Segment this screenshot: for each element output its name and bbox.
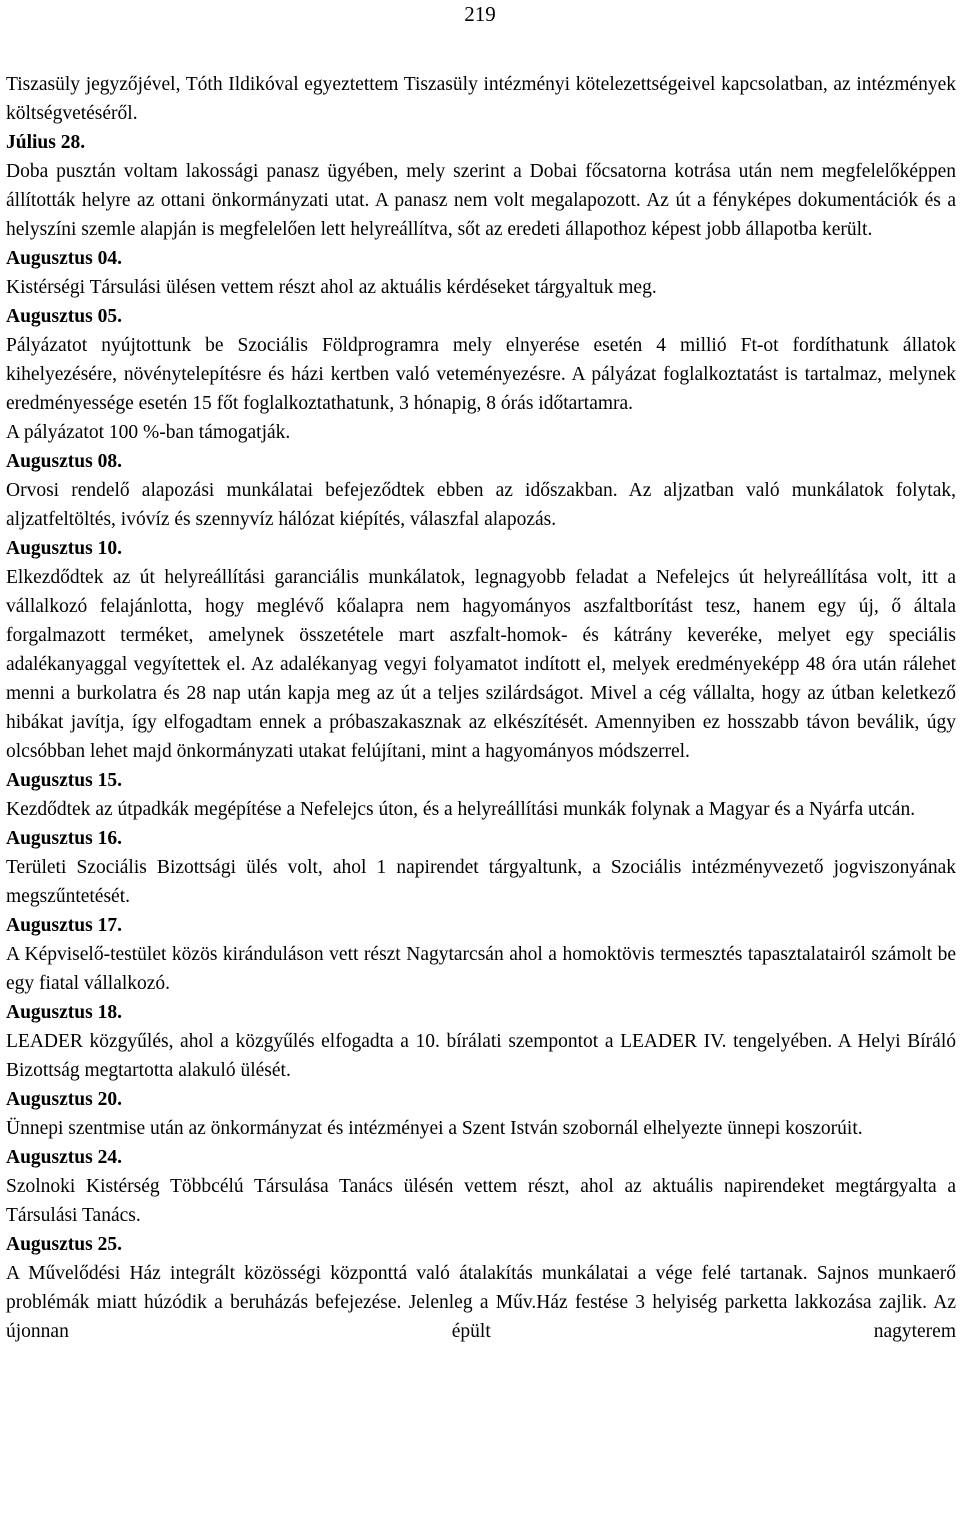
date-heading: Augusztus 04. [6, 248, 122, 269]
date-heading: Augusztus 20. [6, 1089, 122, 1110]
paragraph: Kezdődtek az útpadkák megépítése a Nefelejcs úton, és a helyreállítási munkák folynak a Magyar és a Nyárfa utcán. [6, 799, 916, 820]
date-heading: Augusztus 05. [6, 306, 122, 327]
paragraph: LEADER közgyűlés, ahol a közgyűlés elfogadta a 10. bírálati szempontot a LEADER IV. tengelyében. A Helyi Bíráló Bizottság megtartotta alakuló ülését. [6, 1031, 956, 1081]
paragraph: Ünnepi szentmise után az önkormányzat és intézményei a Szent István szobornál elhelyezte ünnepi koszorúit. [6, 1118, 863, 1139]
date-heading: Augusztus 15. [6, 770, 122, 791]
date-heading: Augusztus 24. [6, 1147, 122, 1168]
date-heading: Augusztus 18. [6, 1002, 122, 1023]
page-number: 219 [464, 2, 496, 26]
paragraph: Orvosi rendelő alapozási munkálatai befejeződtek ebben az időszakban. Az aljzatban való munkálatok folytak, aljzatfeltöltés, ivóvíz és szennyvíz hálózat kiépítés, válaszfal alapozás. [6, 480, 956, 530]
paragraph: Területi Szociális Bizottsági ülés volt, ahol 1 napirendet tárgyaltunk, a Szociális intézményvezető jogviszonyának megszűntetését. [6, 857, 956, 907]
paragraph: A Művelődési Ház integrált közösségi központtá való átalakítás munkálatai a vége felé tartanak. Sajnos munkaerő problémák miatt húzódik a beruházás befejezése. Jelenleg a Műv.Ház festése 3 helyiség parketta lakkozása zajlik. Az újonnan épült nagyterem [6, 1263, 956, 1342]
paragraph: A Képviselő-testület közös kiránduláson vett részt Nagytarcsán ahol a homoktövis termesztés tapasztalatairól számolt be egy fiatal vállalkozó. [6, 944, 956, 994]
paragraph: Kistérségi Társulási ülésen vettem részt ahol az aktuális kérdéseket tárgyaltuk meg. [6, 277, 657, 298]
document-body [6, 70, 956, 1346]
paragraph: A pályázatot 100 %-ban támogatják. [6, 422, 291, 443]
date-heading: Augusztus 25. [6, 1234, 122, 1255]
paragraph: Elkezdődtek az út helyreállítási garanciális munkálatok, legnagyobb feladat a Nefelejcs út helyreállítása volt, itt a vállalkozó felajánlotta, hogy meglévő kőalapra nem hagyományos aszfaltborítást tesz, hanem egy új, ő általa forgalmazott terméket, amelynek összetétele mart aszfalt-homok- és kátrány keveréke, melyet egy speciális adalékanyaggal vegyítettek el. Az adalékanyag vegyi folyamatot indított el, melyek eredményeképp 48 óra után rálehet menni a burkolatra és 28 nap után kapja meg az út a teljes szilárdságot. Mivel a cég vállalta, hogy az útban keletkező hibákat javítja, így elfogadtam ennek a próbaszakasznak az elkészítését. Amennyiben ez hosszabb távon beválik, úgy olcsóbban lehet majd önkormányzati utakat felújítani, mint a hagyományos módszerrel. [6, 567, 956, 762]
paragraph: Pályázatot nyújtottunk be Szociális Földprogramra mely elnyerése esetén 4 millió Ft-ot fordíthatunk állatok kihelyezésére, növénytelepítésre és házi kertben való veteményezésre. A pályázat foglalkoztatást is tartalmaz, melynek eredményessége esetén 15 főt foglalkoztathatunk, 3 hónapig, 8 órás időtartamra. [6, 335, 956, 414]
date-heading: Augusztus 10. [6, 538, 122, 559]
date-heading: Július 28. [6, 132, 86, 153]
paragraph: Szolnoki Kistérség Többcélú Társulása Tanács ülésén vettem részt, ahol az aktuális napirendeket megtárgyalta a Társulási Tanács. [6, 1176, 956, 1226]
paragraph: Tiszasüly jegyzőjével, Tóth Ildikóval egyeztettem Tiszasüly intézményi kötelezettségeivel kapcsolatban, az intézmények költségvetéséről. [6, 74, 956, 124]
date-heading: Augusztus 16. [6, 828, 122, 849]
date-heading: Augusztus 08. [6, 451, 122, 472]
date-heading: Augusztus 17. [6, 915, 122, 936]
paragraph: Doba pusztán voltam lakossági panasz ügyében, mely szerint a Dobai főcsatorna kotrása után nem megfelelőképpen állították helyre az ottani önkormányzati utat. A panasz nem volt megalapozott. Az út a fényképes dokumentációk és a helyszíni szemle alapján is megfelelően lett helyreállítva, sőt az eredeti állapothoz képest jobb állapotba került. [6, 161, 956, 240]
